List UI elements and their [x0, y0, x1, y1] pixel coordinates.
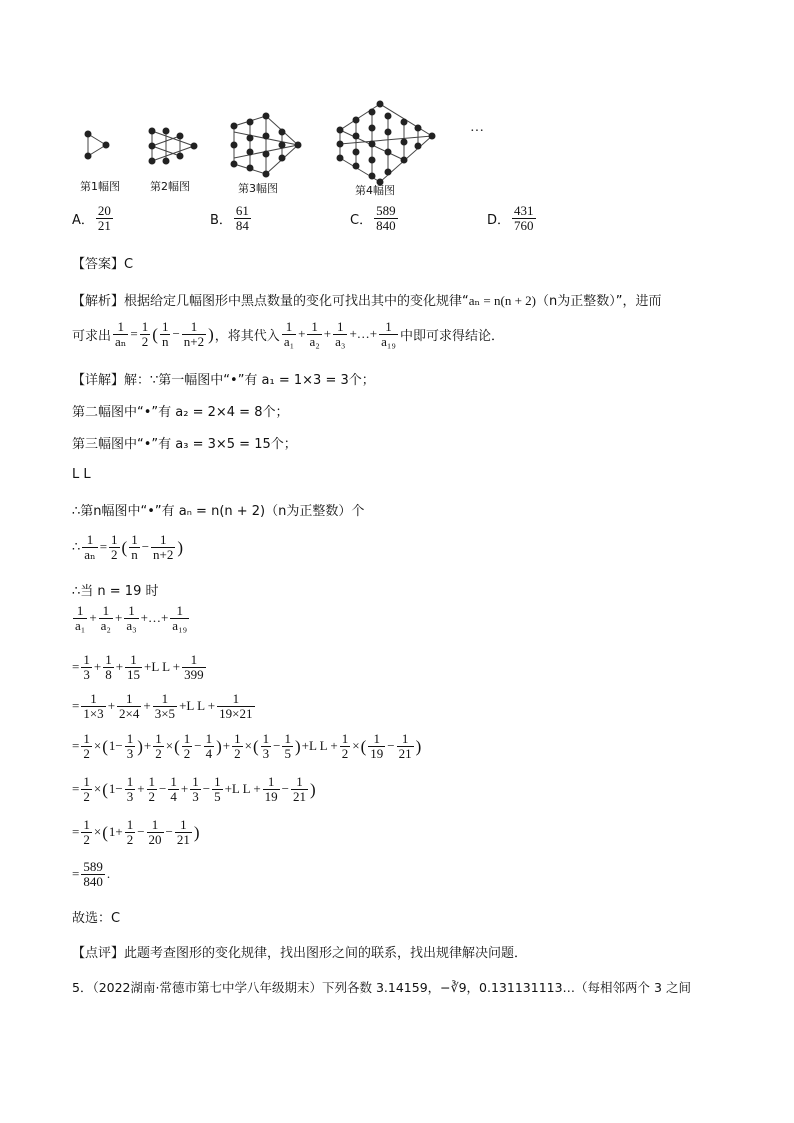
dot-pattern-figures — [70, 98, 510, 198]
option-d-numerator: 431 — [514, 203, 534, 218]
next-question: 5．（2022湖南·常德市第七中学八年级期末）下列各数 3.14159，−∛9，0.131131113…（每相邻两个 3 之间 — [72, 980, 691, 995]
option-d-denominator: 760 — [514, 217, 534, 233]
detail-line-2: 第二幅图中“•”有 a₂ = 2×4 = 8个； — [72, 405, 289, 420]
answer-line — [72, 253, 133, 272]
figure-2 — [149, 128, 198, 165]
analysis-line-1: 【解析】根据给定几幅图形中黑点数量的变化可找出其中的变化规律“aₙ = n(n + 2)（n为正整数）”，进而 — [72, 293, 662, 309]
detail-line-6: ∴ $\frac{1}{\text{aₙ}}$ = $\frac{1}{2}$ ( $\frac{1}{n}$ − $\frac{1}{n+2}$ ) — [72, 532, 184, 562]
option-a-numerator: 20 — [97, 203, 111, 218]
step-1: $\frac{1}{\text{a₁}}$ + $\frac{1}{\text{a₂}}$ + $\frac{1}{\text{a₃}}$ +…+ $\frac{1}{\text{a₁₉}}$ — [75, 603, 188, 633]
detail-line-4: L L — [72, 467, 91, 482]
comment-tag: 【点评】 — [72, 946, 125, 961]
option-c-letter: C． — [350, 212, 373, 228]
figure-4 — [337, 101, 436, 186]
step-4: = $\frac{1}{2}$ × ( 1− $\frac{1}{3}$ ) + $\frac{1}{2}$ × ( $\frac{1}{2}$ − $\frac{1}{4}$ ) + $\frac{1}{2}$ × ( $\frac{1}{3}$ − $\frac{1}{5}$ ) +L L + $\frac{1}{2}$ × ( $\frac{1}{19}$ − $\frac{1}{21}$ ) — [72, 731, 422, 761]
figure-label-4: 第4幅图 — [355, 184, 395, 197]
figure-1 — [85, 131, 110, 160]
analysis-line-2: 可求出 $\frac{1}{\text{aₙ}}$ = $\frac{1}{2}$ ( $\frac{1}{n}$ − $\frac{1}{n+2}$ ) ，将其代入 $\frac{1}{\text{a₁}}$ + $\frac{1}{\text{a₂}}$ + $\frac{1}{\text{a₃}}$ +…+ $\frac{1}{\text{a₁₉}}$ 中即可求得结论． — [72, 319, 504, 349]
option-a-letter: A． — [72, 212, 94, 228]
detail-line-7: ∴当 n = 19 时 — [72, 584, 159, 599]
detail-line-3: 第三幅图中“•”有 a₃ = 3×5 = 15个； — [72, 437, 297, 452]
comment-text: 此题考查图形的变化规律，找出图形之间的联系，找出规律解决问题． — [124, 946, 528, 961]
option-b-numerator: 61 — [235, 203, 249, 218]
option-c-denominator: 840 — [376, 217, 396, 233]
step-2: = $\frac{1}{3}$ + $\frac{1}{8}$ + $\frac{1}{15}$ +L L + $\frac{1}{399}$ — [72, 652, 204, 682]
detail-line-1: 【详解】解：∵第一幅图中“•”有 a₁ = 1×3 = 3个； — [72, 373, 375, 388]
option-c[interactable] — [350, 204, 399, 232]
analysis-tag: 【解析】 — [72, 294, 125, 309]
choose-line: 故选：C — [72, 911, 121, 926]
answer-value: C — [124, 257, 134, 272]
step-5: = $\frac{1}{2}$ × ( 1− $\frac{1}{3}$ + $\frac{1}{2}$ − $\frac{1}{4}$ + $\frac{1}{3}$ − $\frac{1}{5}$ +L L + $\frac{1}{19}$ − $\frac{1}{21}$ ) — [72, 774, 316, 804]
analysis-formula: aₙ = n(n + 2) — [468, 293, 536, 308]
option-d[interactable] — [487, 204, 537, 232]
step-3: = $\frac{1}{1\times 3}$ + $\frac{1}{2\times 4}$ + $\frac{1}{3\times 5}$ +L L + $\frac{1}{19\times 21}$ — [72, 691, 253, 721]
figure-ellipsis: ··· — [470, 124, 484, 139]
option-a-denominator: 21 — [97, 217, 111, 233]
answer-tag: 【答案】 — [72, 257, 125, 272]
option-b-letter: B． — [210, 212, 232, 228]
option-b[interactable] — [210, 204, 252, 232]
option-d-letter: D． — [487, 212, 511, 228]
option-a[interactable] — [72, 204, 114, 232]
step-7: = $\frac{589}{840}$ . — [72, 859, 111, 889]
option-b-denominator: 84 — [235, 217, 249, 233]
figure-label-3: 第3幅图 — [238, 182, 278, 195]
option-c-numerator: 589 — [376, 203, 396, 218]
comment-line — [72, 942, 527, 961]
detail-line-5: ∴第n幅图中“•”有 aₙ = n(n + 2)（n为正整数）个 — [72, 504, 365, 519]
step-6: = $\frac{1}{2}$ × ( 1+ $\frac{1}{2}$ − $\frac{1}{20}$ − $\frac{1}{21}$ ) — [72, 817, 200, 847]
detail-tag: 【详解】 — [72, 373, 125, 388]
figure-label-1: 第1幅图 — [80, 180, 120, 193]
figure-label-2: 第2幅图 — [150, 180, 190, 193]
figure-3 — [231, 113, 302, 178]
